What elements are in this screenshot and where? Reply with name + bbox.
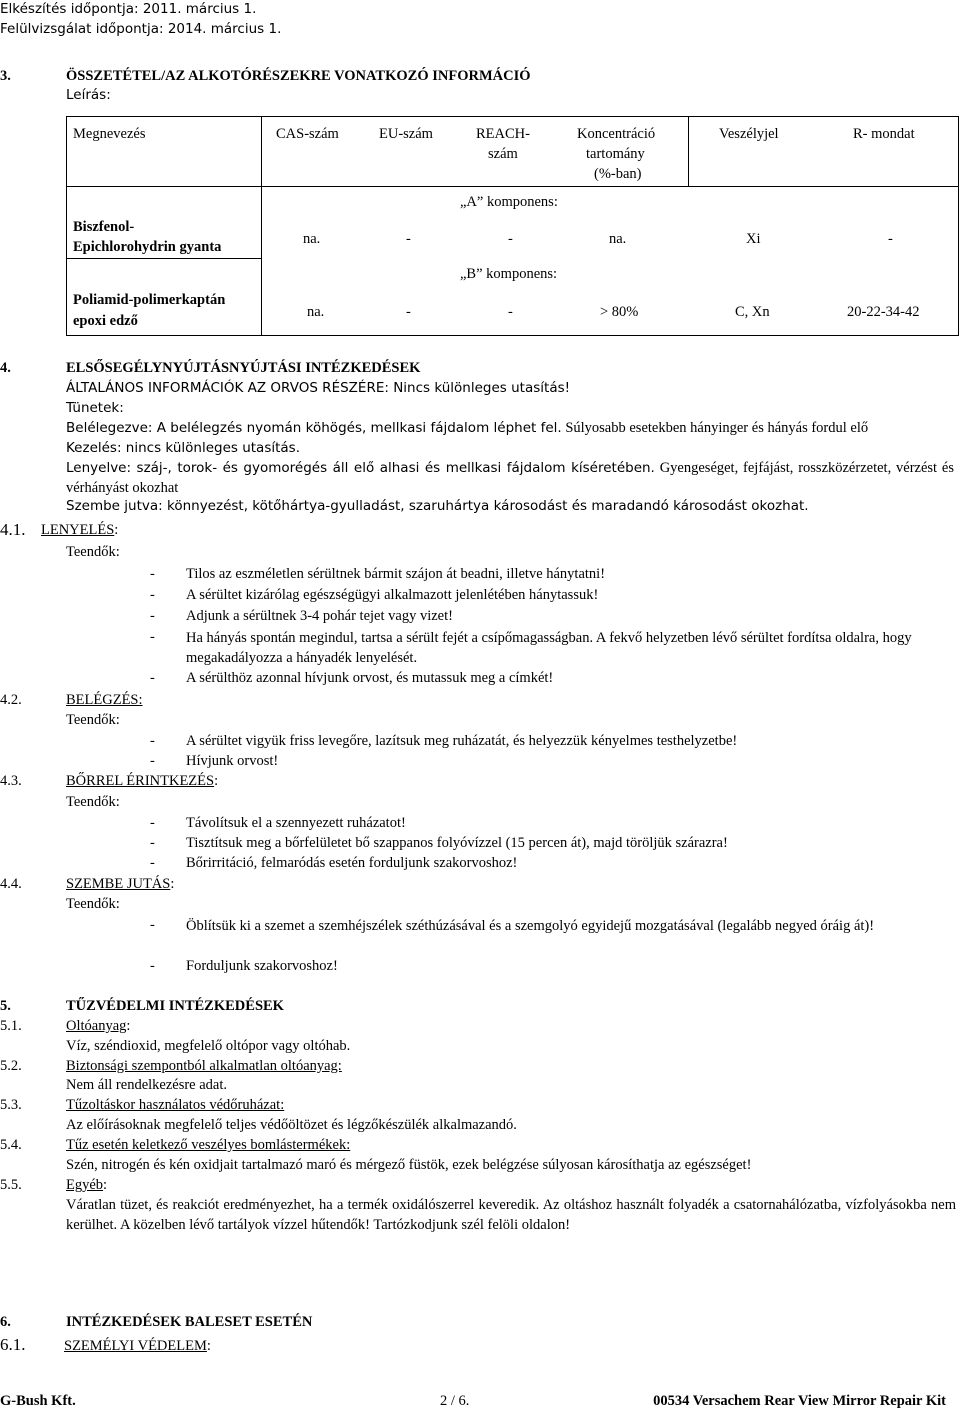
colon: : [114,522,119,538]
list-item: Tilos az eszméletlen sérültnek bármit szájon át beadni, illetve hánytatni! [186,566,606,582]
row-b-name-2: epoxi edző [73,313,138,329]
section-5-4-number: 5.4. [0,1137,22,1153]
row-b-cas: na. [307,304,325,320]
component-a-label: „A” komponens: [460,194,558,210]
section-5-3-number: 5.3. [0,1097,22,1113]
section-5-2-number: 5.2. [0,1058,22,1074]
list-item: Forduljunk szakorvoshoz! [186,958,338,974]
section-5-2-text: Nem áll rendelkezésre adat. [66,1077,228,1093]
todo-label: Teendők: [66,712,120,728]
symptoms-label: Tünetek: [66,400,124,416]
row-b-conc: > 80% [600,304,639,320]
section-4-4-number: 4.4. [0,876,22,892]
header-conc-2: tartomány [586,146,645,162]
list-item: Tisztítsuk meg a bőrfelületet bő szappanos folyóvízzel (15 percen át), majd töröljük szárazra! [186,835,728,851]
general-info: ÁLTALÁNOS INFORMÁCIÓK AZ ORVOS RÉSZÉRE: Nincs különleges utasítás! [66,380,571,396]
component-b-label: „B” komponens: [460,266,558,282]
list-item: Bőrirritáció, felmaródás esetén forduljunk szakorvoshoz! [186,855,518,871]
section-6-1-title: SZEMÉLYI VÉDELEM [64,1338,207,1354]
section-5-5-title: Egyéb [66,1177,104,1193]
list-dash: - [150,587,155,603]
row-a-name-1: Biszfenol- [73,219,135,235]
list-dash: - [150,566,155,582]
row-b-eu: - [406,304,411,320]
section-4-2-title: BELÉGZÉS [66,692,139,708]
section-5-5-text: Váratlan tüzet, és reakciót eredményezhet, ha a termék oxidálószerrel keveredik. Az oltáshoz használt folyadék a csatornahálózatba, vízfolyásokba nem kerülhet. A közelben lévő tartályok vízzel hűtendők! Tartózkodjunk szél felöli oldalon! [66,1197,956,1233]
section-3-description: Leírás: [66,87,111,103]
inhalation-severe-text: Súlyosabb esetekben hányinger és hányás fordul elő [565,420,869,436]
swallowing-effects-text: Gyengeséget, fejfájást, rosszközérzetet, vérzést és vérhányást okozhat [66,460,954,496]
header-reach-2: szám [488,146,518,162]
revised-date: Felülvizsgálat időpontja: 2014. március 1. [0,21,282,37]
list-item: Távolítsuk el a szennyezett ruházatot! [186,815,406,831]
list-dash: - [150,815,155,831]
section-5-3-title: Tűzoltáskor használatos védőruházat: [66,1097,285,1113]
section-4-number: 4. [0,360,11,376]
colon: : [126,1018,131,1034]
section-4-3-title: BŐRREL ÉRINTKEZÉS [66,773,215,789]
list-item: A sérültet vigyük friss levegőre, lazítsuk meg ruházatát, és helyezzük kényelmes testhelyzetbe! [186,733,738,749]
header-reach-1: REACH- [476,126,530,142]
colon: : [206,1338,211,1354]
todo-label: Teendők: [66,896,120,912]
swallowing-text: Lenyelve: száj-, torok- és gyomorégés áll elő alhasi és mellkasi fájdalom kíséretében. [66,460,655,476]
section-4-4-title: SZEMBE JUTÁS [66,876,171,892]
section-6-number: 6. [0,1314,11,1330]
header-cas: CAS-szám [276,126,339,142]
section-6-title: INTÉZKEDÉSEK BALESET ESETÉN [66,1314,313,1330]
section-5-1-text: Víz, széndioxid, megfelelő oltópor vagy oltóhab. [66,1038,351,1054]
section-5-1-number: 5.1. [0,1018,22,1034]
list-dash: - [150,917,155,933]
colon: : [170,876,175,892]
section-5-title: TŰZVÉDELMI INTÉZKEDÉSEK [66,998,284,1014]
section-5-1-title: Oltóanyag [66,1018,127,1034]
row-b-reach: - [508,304,513,320]
row-a-eu: - [406,231,411,247]
todo-label: Teendők: [66,544,120,560]
colon: : [103,1177,108,1193]
list-item: Ha hányás spontán megindul, tartsa a sérült fejét a csípőmagasságban. A fekvő helyzetben lévő sérültet fordítsa oldalra, hogy megakadályozza a hányadék lenyelését. [186,630,912,666]
section-5-number: 5. [0,998,11,1014]
section-4-3-number: 4.3. [0,773,22,789]
section-5-5-number: 5.5. [0,1177,22,1193]
treatment-text: Kezelés: nincs különleges utasítás. [66,440,300,456]
section-4-1-title: LENYELÉS [41,522,115,538]
list-dash: - [150,733,155,749]
list-item: A sérülthöz azonnal hívjunk orvost, és mutassuk meg a címkét! [186,670,554,686]
section-5-2-title: Biztonsági szempontból alkalmatlan oltóanyag: [66,1058,342,1074]
list-dash: - [150,670,155,686]
section-5-4-text: Szén, nitrogén és kén oxidjait tartalmazó maró és mérgező füstök, ezek belégzése súlyosan károsíthatja az egészséget! [66,1157,752,1173]
section-5-4-title: Tűz esetén keletkező veszélyes bomlástermékek: [66,1137,351,1153]
row-a-reach: - [508,231,513,247]
row-b-r-phrase: 20-22-34-42 [847,304,920,320]
todo-label: Teendők: [66,794,120,810]
section-5-3-text: Az előírásoknak megfelelő teljes védőöltözet és légzőkészülék alkalmazandó. [66,1117,517,1133]
header-eu: EU-szám [379,126,433,142]
section-6-1-number: 6.1. [0,1335,26,1354]
header-conc-3: (%-ban) [594,166,642,182]
header-hazard: Veszélyjel [719,126,779,142]
colon: : [214,773,219,789]
section-4-title: ELSŐSEGÉLYNYÚJTÁSNYÚJTÁSI INTÉZKEDÉSEK [66,360,421,376]
row-a-conc: na. [609,231,627,247]
list-dash: - [150,958,155,974]
section-4-1-number: 4.1. [0,520,26,539]
list-dash: - [150,855,155,871]
list-dash: - [150,608,155,624]
row-b-hazard: C, Xn [735,304,770,320]
section-3-number: 3. [0,68,11,84]
row-a-cas: na. [303,231,321,247]
list-item: A sérültet kizárólag egészségügyi alkalmazott jelenlétében hánytassuk! [186,587,599,603]
inhalation-text: Belélegezve: A belélegzés nyomán köhögés, mellkasi fájdalom léphet fel. [66,420,562,436]
colon: : [138,692,143,708]
prepared-date: Elkészítés időpontja: 2011. március 1. [0,1,257,17]
footer-product: 00534 Versachem Rear View Mirror Repair Kit [653,1393,946,1409]
header-r-phrase: R- mondat [853,126,915,142]
header-name: Megnevezés [73,126,146,142]
list-item: Hívjunk orvost! [186,753,279,769]
section-4-2-number: 4.2. [0,692,22,708]
section-3-title: ÖSSZETÉTEL/AZ ALKOTÓRÉSZEKRE VONATKOZÓ INFORMÁCIÓ [66,68,531,84]
row-a-hazard: Xi [746,231,761,247]
eye-contact-text: Szembe jutva: könnyezést, kötőhártya-gyulladást, szaruhártya károsodást és maradandó károsodást okozhat. [66,498,809,514]
list-item: Adjunk a sérültnek 3-4 pohár tejet vagy vizet! [186,608,453,624]
list-item: Öblítsük ki a szemet a szemhéjszélek széthúzásával és a szemgolyó egyidejű mozgatásával (legalább negyed óráig át)! [186,918,875,934]
list-dash: - [150,629,155,645]
header-conc-1: Koncentráció [577,126,656,142]
list-dash: - [150,835,155,851]
footer-company: G-Bush Kft. [0,1393,76,1409]
row-b-name-1: Poliamid-polimerkaptán [73,292,226,308]
list-dash: - [150,753,155,769]
row-a-name-2: Epichlorohydrin gyanta [73,239,222,255]
row-a-r-phrase: - [888,231,893,247]
footer-page-number: 2 / 6. [440,1393,470,1409]
